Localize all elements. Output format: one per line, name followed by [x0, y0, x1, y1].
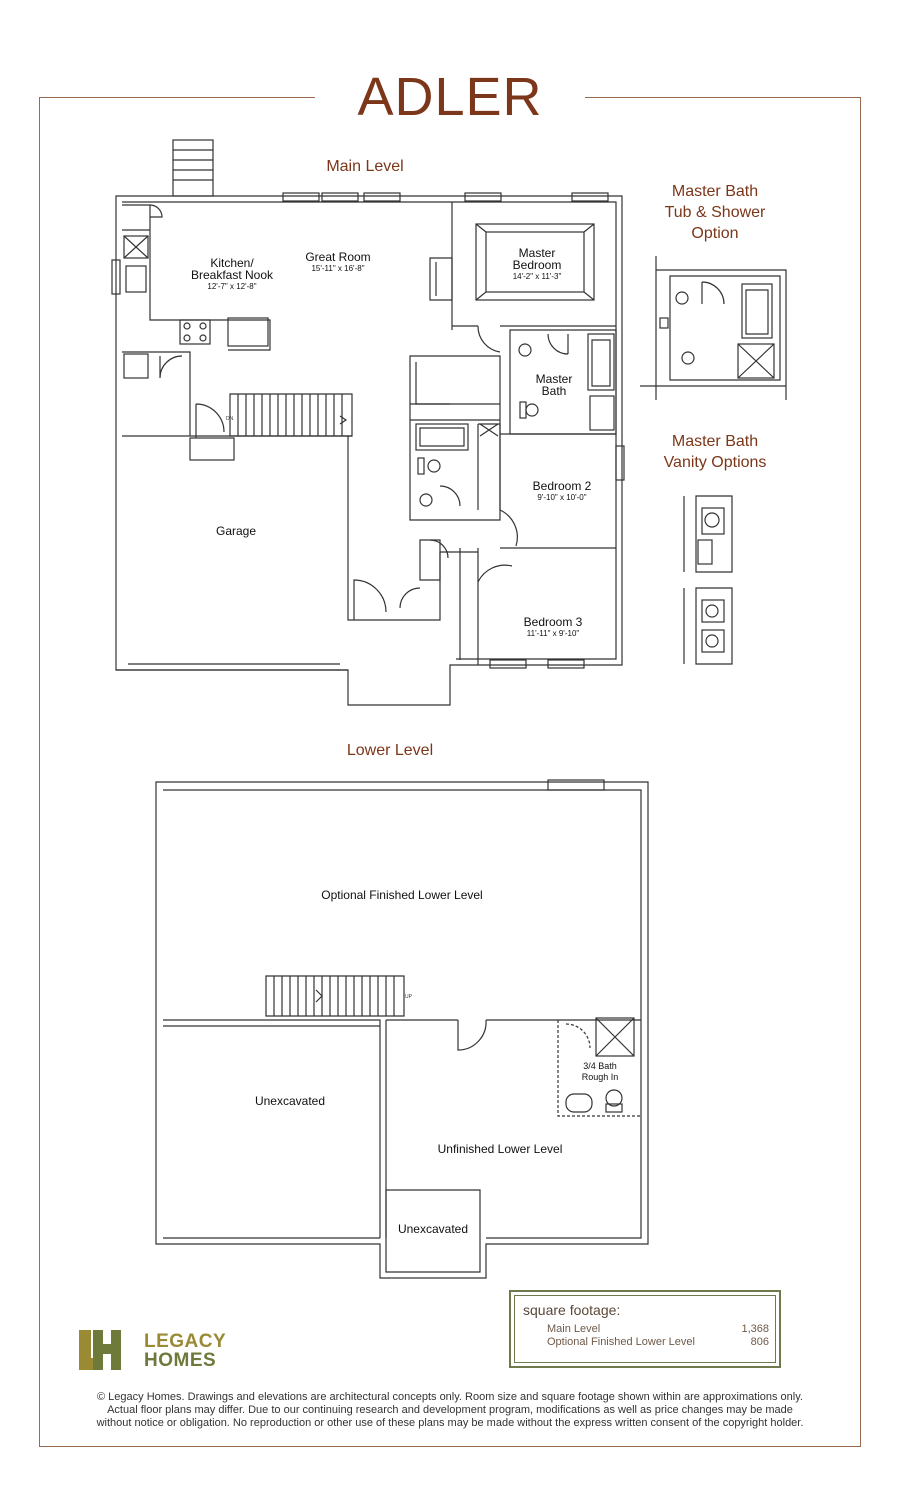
- main-level-heading: Main Level: [326, 158, 404, 175]
- room-bedroom-3: Bedroom 3 11'-11" x 9'-10": [523, 615, 583, 638]
- room-bedroom-2: Bedroom 2 9'-10" x 10'-0": [532, 479, 592, 502]
- room-master-bath: Master Bath: [535, 372, 573, 398]
- room-optional-finished-lower: Optional Finished Lower Level: [321, 888, 483, 902]
- copyright-notice: © Legacy Homes. Drawings and elevations are architectural concepts only. Room size and square footage shown within are approximations only. Actual floor plans may differ. Due to our continuing research and development program, modifications as well as price changes may be made without notice or obligation. No reproduction or other use of these plans may be made without the express written consent of the copyright holder.: [96, 1391, 804, 1429]
- room-garage: Garage: [215, 524, 257, 538]
- brand-name: LEGACY HOMES: [144, 1331, 227, 1371]
- room-bath-rough-in: 3/4 Bath Rough In: [581, 1061, 619, 1082]
- room-great-room: Great Room 15'-11" x 16'-8": [305, 250, 371, 273]
- lower-outer-wall: [156, 782, 648, 1278]
- square-footage-box: [509, 1290, 781, 1368]
- square-footage-title: square footage:: [523, 1302, 621, 1318]
- sqft-row-lower: Optional Finished Lower Level 806: [547, 1336, 769, 1348]
- chimney: [173, 140, 213, 196]
- plan-title: ADLER: [357, 67, 543, 127]
- stair-down-label: DN: [226, 416, 234, 422]
- room-unexcavated-left: Unexcavated: [254, 1094, 326, 1108]
- room-kitchen: Kitchen/ Breakfast Nook 12'-7" x 12'-8": [190, 256, 274, 291]
- room-master-bedroom: Master Bedroom 14'-2" x 11'-3": [512, 246, 562, 281]
- vanity-options-heading: Master Bath Vanity Options: [663, 433, 767, 471]
- lower-level-heading: Lower Level: [346, 742, 434, 759]
- tub-shower-option-heading: Master Bath Tub & Shower Option: [664, 183, 766, 242]
- room-unexcavated-bottom: Unexcavated: [397, 1222, 469, 1236]
- stair-up-label: UP: [405, 994, 412, 1000]
- legacy-homes-logo-icon: [79, 1330, 131, 1370]
- sqft-row-main: Main Level 1,368: [547, 1323, 769, 1335]
- room-unfinished-lower: Unfinished Lower Level: [437, 1142, 563, 1156]
